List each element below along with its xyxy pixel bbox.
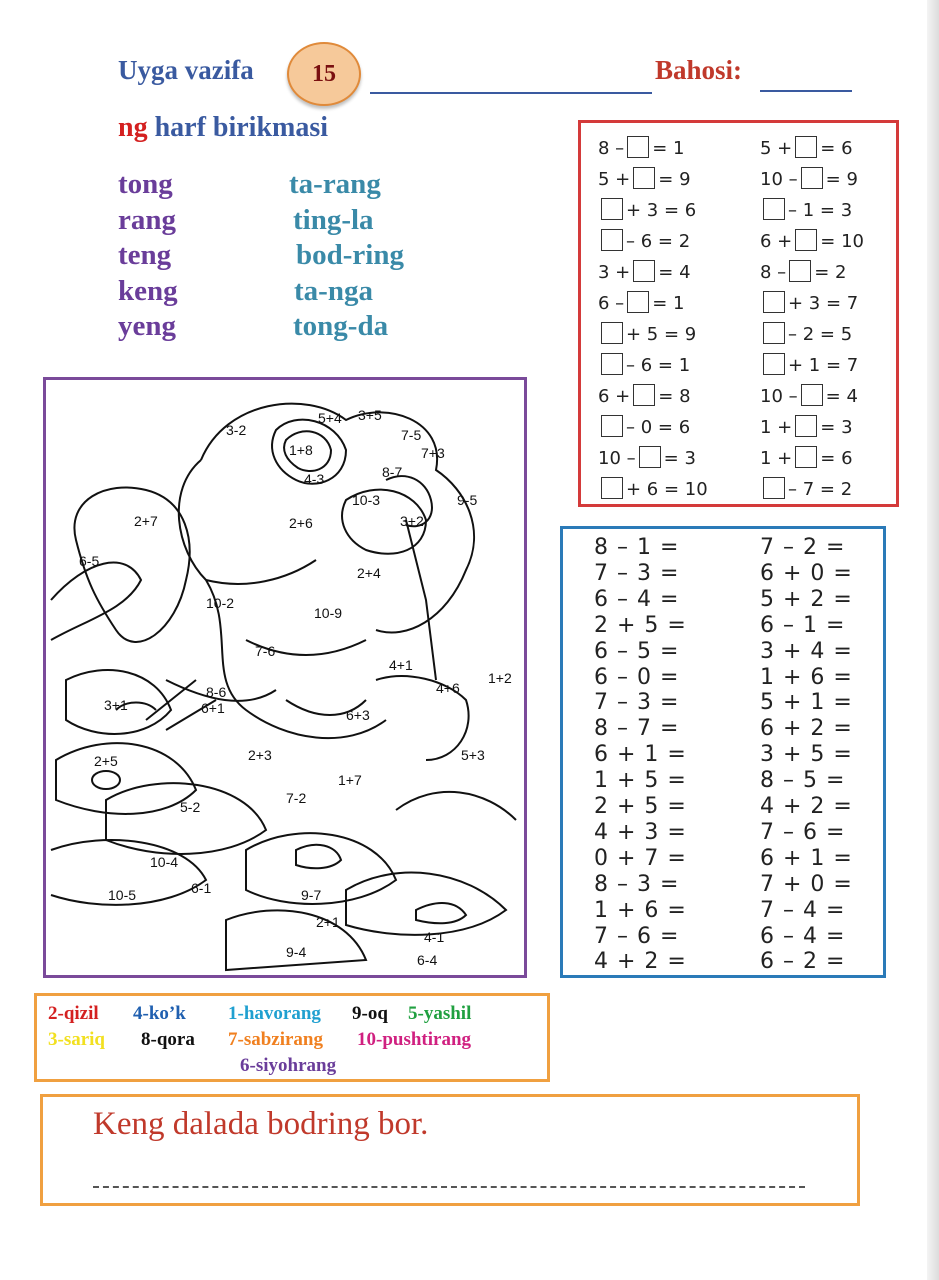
picture-region-label: 6-4 — [417, 952, 438, 968]
legend-item: 4-ko’k — [133, 1003, 186, 1024]
equation-part: 5 + — [598, 169, 631, 190]
arithmetic-problem[interactable]: 4 + 2 = — [760, 794, 853, 819]
picture-region-label: 10-3 — [352, 492, 381, 508]
word-right: tong-da — [293, 310, 389, 342]
equation-part: – 2 = 5 — [788, 324, 853, 345]
arithmetic-problem[interactable]: 1 + 5 = — [594, 768, 687, 794]
legend-item: 8-qora — [141, 1029, 195, 1050]
answer-box[interactable] — [601, 322, 623, 344]
equation-part: 8 – — [598, 138, 625, 159]
picture-region-label: 8-7 — [382, 464, 403, 480]
equation-part: – 1 = 3 — [788, 200, 853, 221]
equation-part: 6 + — [598, 386, 631, 407]
answer-box[interactable] — [627, 136, 649, 158]
picture-region-label: 2+4 — [357, 565, 381, 581]
missing-number-equation — [760, 353, 858, 376]
arithmetic-problem[interactable]: 5 + 2 = — [760, 586, 853, 612]
picture-region-label: 3+5 — [358, 407, 382, 423]
missing-number-equation — [598, 446, 696, 469]
missing-number-equation — [760, 198, 852, 221]
answer-box[interactable] — [627, 291, 649, 313]
answer-box[interactable] — [801, 384, 823, 406]
arithmetic-problem[interactable]: 5 + 1 = — [760, 690, 853, 716]
picture-region-label: 4+1 — [389, 657, 413, 673]
legend-item: 9-oq — [352, 1003, 388, 1024]
equation-part: 5 + — [760, 138, 793, 159]
missing-number-equation — [598, 291, 684, 314]
arithmetic-problem[interactable]: 6 – 0 = — [594, 664, 680, 690]
picture-region-label: 2+3 — [248, 747, 272, 763]
equation-part: – 6 = 2 — [626, 231, 691, 252]
copy-sentence: Keng dalada bodring bor. — [93, 1106, 429, 1142]
answer-box[interactable] — [639, 446, 661, 468]
picture-region-label: 9-4 — [286, 944, 307, 960]
equation-part: 1 + — [760, 417, 793, 438]
arithmetic-problem[interactable]: 8 – 7 = — [594, 716, 680, 742]
writing-line[interactable] — [93, 1186, 805, 1188]
equation-part: = 2 — [814, 262, 847, 283]
arithmetic-problem[interactable]: 7 – 2 = — [760, 535, 846, 560]
answer-box[interactable] — [763, 477, 785, 499]
equation-part: 10 – — [760, 386, 798, 407]
arithmetic-problem[interactable]: 1 + 6 = — [760, 664, 853, 690]
arithmetic-problem[interactable]: 8 – 1 = — [594, 535, 680, 560]
missing-number-equation — [760, 291, 858, 314]
arithmetic-problem[interactable]: 7 – 4 = — [760, 897, 846, 923]
picture-region-label: 6-5 — [79, 553, 100, 569]
equation-part: = 6 — [820, 138, 853, 159]
word-right: ting-la — [293, 203, 374, 236]
equation-part: = 6 — [820, 448, 853, 469]
coloring-picture-frame — [43, 377, 527, 978]
answer-box[interactable] — [633, 260, 655, 282]
arithmetic-problem[interactable]: 7 – 6 = — [760, 819, 846, 845]
answer-box[interactable] — [763, 291, 785, 313]
word-left: rang — [118, 203, 176, 236]
equation-part: = 3 — [663, 448, 696, 469]
legend-item: 2-qizil — [48, 1003, 99, 1024]
equation-part: 6 – — [598, 293, 625, 314]
legend-item: 7-sabzirang — [228, 1029, 323, 1050]
equation-part: = 4 — [825, 386, 858, 407]
missing-number-equation — [598, 136, 684, 159]
picture-region-label: 7-2 — [286, 790, 307, 806]
picture-region-label: 2+6 — [289, 515, 313, 531]
answer-box[interactable] — [633, 167, 655, 189]
missing-number-equation — [598, 384, 691, 407]
picture-region-label: 10-4 — [150, 854, 179, 870]
arithmetic-problem[interactable]: 6 + 1 = — [594, 742, 687, 768]
arithmetic-problem[interactable]: 6 + 2 = — [760, 716, 853, 742]
equation-part: = 10 — [820, 231, 864, 252]
picture-region-label: 7-6 — [255, 643, 276, 659]
missing-number-equation — [760, 415, 853, 438]
arithmetic-problem[interactable]: 0 + 7 = — [594, 845, 687, 871]
arithmetic-problem[interactable]: 2 + 5 = — [594, 794, 687, 819]
missing-number-equation — [598, 477, 708, 500]
arithmetic-problem[interactable]: 3 + 4 = — [760, 638, 853, 664]
grade-label: Bahosi: — [655, 55, 743, 85]
picture-region-label: 2+1 — [316, 914, 340, 930]
picture-region-label: 6-1 — [191, 880, 212, 896]
picture-region-label: 3+2 — [400, 513, 424, 529]
answer-box[interactable] — [633, 384, 655, 406]
equation-part: = 3 — [820, 417, 853, 438]
answer-box[interactable] — [789, 260, 811, 282]
answer-box[interactable] — [601, 229, 623, 251]
equation-part: – 7 = 2 — [788, 479, 853, 500]
word-left: tong — [118, 168, 173, 200]
word-right: bod-ring — [296, 239, 404, 271]
missing-number-equation — [760, 229, 864, 252]
answer-box[interactable] — [801, 167, 823, 189]
picture-region-label: 6+3 — [346, 707, 370, 723]
picture-region-label: 2+7 — [134, 513, 158, 529]
arithmetic-problem[interactable]: 8 – 5 = — [760, 768, 846, 794]
arithmetic-problem[interactable]: 6 – 4 = — [594, 586, 680, 612]
missing-number-equation — [598, 415, 690, 438]
picture-region-label: 10-2 — [206, 595, 235, 611]
answer-box[interactable] — [795, 446, 817, 468]
coloring-picture[interactable] — [46, 380, 524, 975]
equation-part: = 9 — [825, 169, 858, 190]
arithmetic-problem[interactable]: 6 – 1 = — [760, 612, 846, 638]
page-edge-shadow — [927, 0, 939, 1280]
missing-number-equation — [598, 229, 690, 252]
word-left: yeng — [118, 310, 176, 342]
picture-region-label: 4-1 — [424, 929, 445, 945]
answer-box[interactable] — [795, 229, 817, 251]
legend-item: 3-sariq — [48, 1029, 105, 1050]
arithmetic-problem[interactable]: 4 + 2 = — [594, 949, 687, 975]
equation-part: 6 + — [760, 231, 793, 252]
arithmetic-problem[interactable]: 7 + 0 = — [760, 871, 853, 897]
grade-underline[interactable] — [760, 90, 852, 92]
equation-part: = 4 — [658, 262, 691, 283]
answer-box[interactable] — [763, 322, 785, 344]
page-title: Uyga vazifa — [118, 55, 254, 85]
arithmetic-problem[interactable]: 3 + 5 = — [760, 742, 853, 768]
word-right: ta-nga — [294, 274, 373, 307]
arithmetic-problem[interactable]: 6 – 4 = — [760, 923, 846, 949]
missing-number-equation — [760, 322, 852, 345]
answer-box[interactable] — [601, 198, 623, 220]
picture-region-label: 5+3 — [461, 747, 485, 763]
picture-region-label: 5+4 — [318, 410, 342, 426]
picture-region-label: 4+6 — [436, 680, 460, 696]
missing-number-equation — [598, 260, 691, 283]
arithmetic-problem[interactable]: 7 – 3 = — [594, 560, 680, 586]
legend-item: 1-havorang — [228, 1003, 321, 1024]
picture-labels — [79, 407, 512, 968]
answer-box[interactable] — [601, 415, 623, 437]
answer-box[interactable] — [795, 136, 817, 158]
topic-prefix: ng — [118, 112, 148, 143]
picture-region-label: 7+3 — [421, 445, 445, 461]
arithmetic-problem[interactable]: 6 – 5 = — [594, 638, 680, 664]
arithmetic-problem[interactable]: 7 – 6 = — [594, 923, 680, 949]
missing-number-equation — [760, 260, 846, 283]
equation-part: = 8 — [658, 386, 691, 407]
arithmetic-problem[interactable]: 1 + 6 = — [594, 897, 687, 923]
legend-item: 10-pushtirang — [357, 1029, 472, 1050]
picture-region-label: 2+5 — [94, 753, 118, 769]
word-left: keng — [118, 274, 178, 307]
equation-part: + 3 = 7 — [788, 293, 859, 314]
equation-part: 1 + — [760, 448, 793, 469]
missing-number-equation — [760, 167, 858, 190]
answer-box[interactable] — [601, 477, 623, 499]
missing-number-equation — [598, 198, 696, 221]
picture-region-label: 9-7 — [301, 887, 322, 903]
missing-number-equation — [760, 136, 853, 159]
answer-box[interactable] — [763, 353, 785, 375]
equation-part: 8 – — [760, 262, 787, 283]
arithmetic-problem[interactable]: 6 – 2 = — [760, 949, 846, 975]
arithmetic-problem[interactable]: 6 + 1 = — [760, 845, 853, 871]
legend-item: 6-siyohrang — [240, 1055, 337, 1076]
equation-part: 3 + — [598, 262, 631, 283]
answer-box[interactable] — [763, 198, 785, 220]
name-underline[interactable] — [370, 92, 652, 94]
missing-number-equation — [598, 353, 690, 376]
equation-part: – 0 = 6 — [626, 417, 691, 438]
arithmetic-problem[interactable]: 6 + 0 = — [760, 560, 853, 586]
arithmetic-problem[interactable]: 2 + 5 = — [594, 612, 687, 638]
equation-part: 10 – — [760, 169, 798, 190]
equation-part: + 1 = 7 — [788, 355, 859, 376]
equation-part: 10 – — [598, 448, 636, 469]
equation-part: = 9 — [658, 169, 691, 190]
answer-box[interactable] — [795, 415, 817, 437]
lesson-number-badge: 15 — [287, 42, 361, 106]
missing-number-equation — [760, 477, 852, 500]
word-right: ta-rang — [289, 168, 381, 200]
equation-part: + 6 = 10 — [626, 479, 708, 500]
picture-region-label: 8-6 — [206, 684, 227, 700]
equation-part: = 1 — [652, 293, 685, 314]
missing-number-equation — [760, 384, 858, 407]
picture-region-label: 9-5 — [457, 492, 478, 508]
missing-number-equation — [598, 167, 691, 190]
picture-region-label: 3-2 — [226, 422, 247, 438]
topic-heading — [118, 112, 328, 144]
picture-region-label: 4-3 — [304, 471, 325, 487]
picture-region-label: 1+7 — [338, 772, 362, 788]
equation-part: – 6 = 1 — [626, 355, 691, 376]
arithmetic-problem[interactable]: 8 – 3 = — [594, 871, 680, 897]
picture-region-label: 1+2 — [488, 670, 512, 686]
legend-item: 5-yashil — [408, 1003, 472, 1024]
picture-region-label: 1+8 — [289, 442, 313, 458]
arithmetic-problem[interactable]: 7 – 3 = — [594, 690, 680, 716]
equation-part: = 1 — [652, 138, 685, 159]
picture-region-label: 6+1 — [201, 700, 225, 716]
answer-box[interactable] — [601, 353, 623, 375]
picture-region-label: 3+1 — [104, 697, 128, 713]
picture-region-label: 5-2 — [180, 799, 201, 815]
equation-part: + 3 = 6 — [626, 200, 697, 221]
equation-part: + 5 = 9 — [626, 324, 697, 345]
picture-region-label: 7-5 — [401, 427, 422, 443]
missing-number-equation — [760, 446, 853, 469]
word-left: teng — [118, 239, 172, 271]
picture-region-label: 10-5 — [108, 887, 137, 903]
picture-region-label: 10-9 — [314, 605, 343, 621]
missing-number-equation — [598, 322, 696, 345]
arithmetic-problem[interactable]: 4 + 3 = — [594, 819, 687, 845]
topic-rest: harf birikmasi — [147, 112, 329, 143]
